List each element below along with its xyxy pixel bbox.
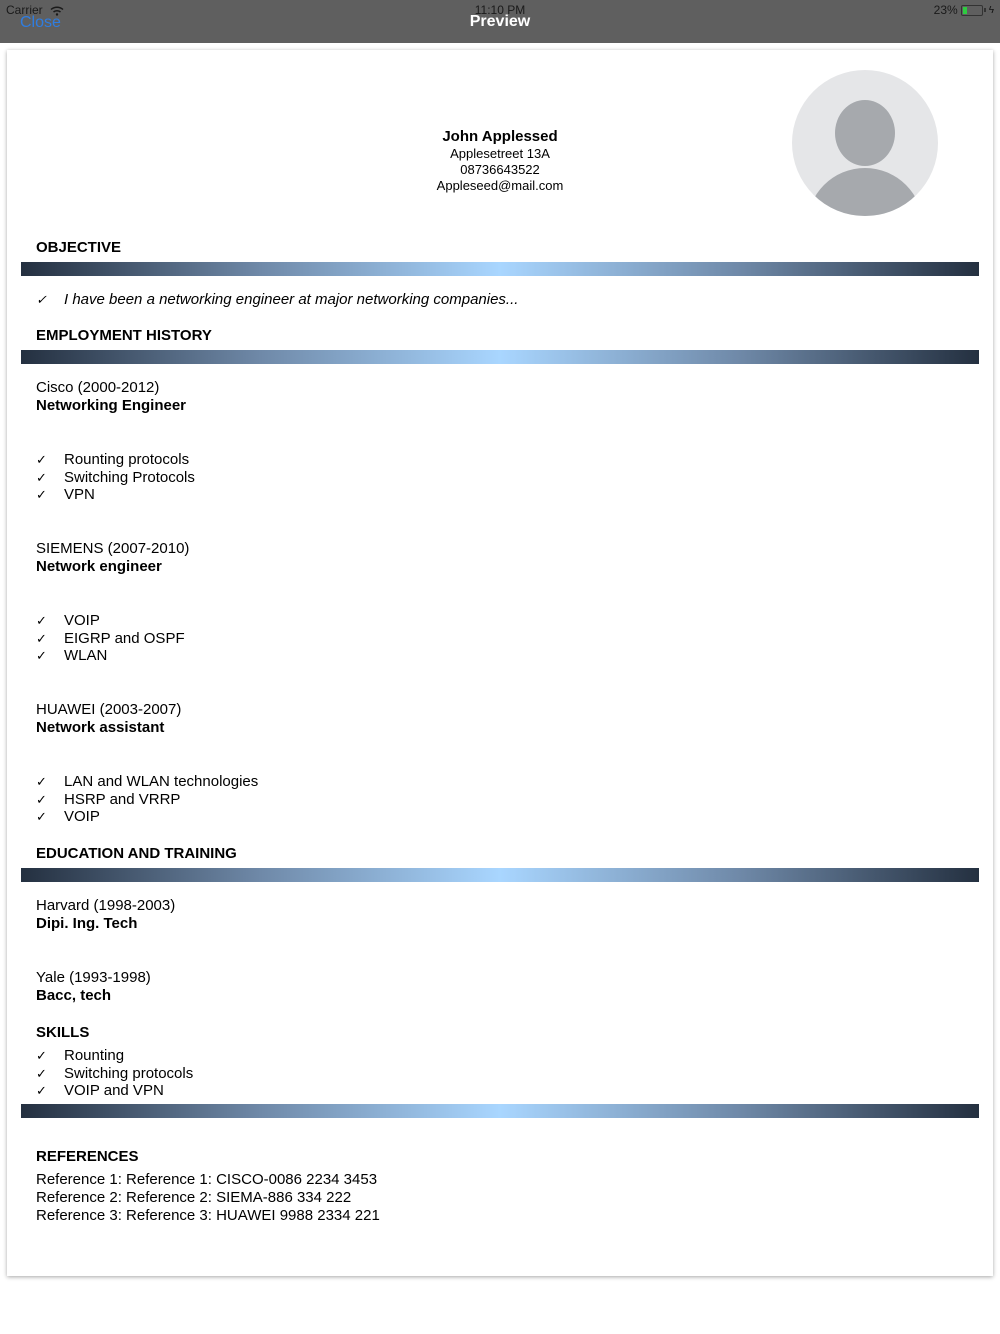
objective-text: [36, 291, 518, 309]
references-title: REFERENCES: [36, 1148, 139, 1165]
job-duties-list: [36, 773, 258, 826]
job-role: Network engineer: [36, 558, 162, 575]
list-item: ✓ LAN and WLAN technologies: [36, 773, 259, 790]
section-divider: [21, 1104, 979, 1118]
list-item: ✓ Switching protocols: [36, 1064, 194, 1082]
school-degree: Bacc, tech: [36, 987, 112, 1004]
list-item: ✓ HSRP and VRRP: [36, 790, 181, 808]
candidate-email: Appleseed@mail.com: [436, 178, 564, 193]
list-item: ✓ Rounting: [36, 1047, 125, 1064]
candidate-address: Applesetreet 13A: [450, 146, 550, 161]
charging-icon: ϟ: [988, 4, 994, 16]
check-icon: ✓: [36, 630, 47, 646]
section-divider: [21, 868, 979, 882]
reference-item: Reference 1: Reference 1: CISCO-0086 2234 3453: [36, 1171, 378, 1188]
check-icon: ✓: [36, 791, 47, 807]
list-item: ✓ EIGRP and OSPF: [36, 629, 185, 647]
list-item: ✓ VPN: [36, 486, 95, 503]
section-divider: [21, 262, 979, 276]
list-item: ✓ VOIP: [36, 808, 100, 825]
resume-page: [7, 50, 993, 1276]
carrier-label: Carrier: [6, 3, 43, 17]
employment-title: EMPLOYMENT HISTORY: [36, 327, 212, 344]
check-icon: ✓: [36, 1065, 47, 1081]
section-divider: [21, 350, 979, 364]
reference-item: Reference 2: Reference 2: SIEMA-886 334 222: [36, 1189, 352, 1206]
battery-percentage: 23%: [933, 3, 958, 17]
job-company: SIEMENS (2007-2010): [36, 540, 190, 557]
education-title: EDUCATION AND TRAINING: [36, 845, 237, 862]
check-icon: ✓: [36, 292, 47, 307]
battery-tip: [984, 8, 986, 12]
school-name: Harvard (1998-2003): [36, 897, 176, 914]
list-item: ✓ VOIP: [36, 612, 100, 629]
navigation-bar: [0, 0, 1000, 43]
objective-label: I have been a networking engineer at major networking companies...: [64, 291, 519, 308]
school-degree: Dipi. Ing. Tech: [36, 915, 138, 932]
list-item: ✓ Switching Protocols: [36, 468, 195, 486]
check-icon: ✓: [36, 1048, 47, 1063]
status-time: 11:10 PM: [474, 3, 526, 17]
skills-list: [36, 1047, 193, 1100]
check-icon: ✓: [36, 452, 47, 467]
avatar-icon: [792, 70, 938, 216]
job-company: Cisco (2000-2012): [36, 379, 160, 396]
list-item: ✓ VOIP and VPN: [36, 1082, 164, 1099]
check-icon: ✓: [36, 774, 47, 789]
close-button[interactable]: Close: [20, 14, 61, 31]
job-duties-list: [36, 451, 195, 504]
job-duties-list: [36, 612, 185, 665]
check-icon: ✓: [36, 469, 47, 485]
check-icon: ✓: [36, 487, 47, 502]
nav-title: Preview: [469, 13, 531, 30]
school-name: Yale (1993-1998): [36, 969, 151, 986]
reference-item: Reference 3: Reference 3: HUAWEI 9988 2334 221: [36, 1207, 380, 1224]
check-icon: ✓: [36, 809, 47, 824]
candidate-name: John Applessed: [442, 128, 558, 145]
list-item: ✓ Rounting protocols: [36, 451, 190, 468]
objective-title: OBJECTIVE: [36, 239, 122, 256]
check-icon: ✓: [36, 648, 47, 663]
job-role: Network assistant: [36, 719, 165, 736]
list-item: ✓ WLAN: [36, 647, 108, 664]
job-role: Networking Engineer: [36, 397, 187, 414]
skills-title: SKILLS: [36, 1024, 90, 1041]
candidate-phone: 08736643522: [460, 162, 540, 177]
job-company: HUAWEI (2003-2007): [36, 701, 182, 718]
check-icon: ✓: [36, 1083, 47, 1098]
check-icon: ✓: [36, 613, 47, 628]
